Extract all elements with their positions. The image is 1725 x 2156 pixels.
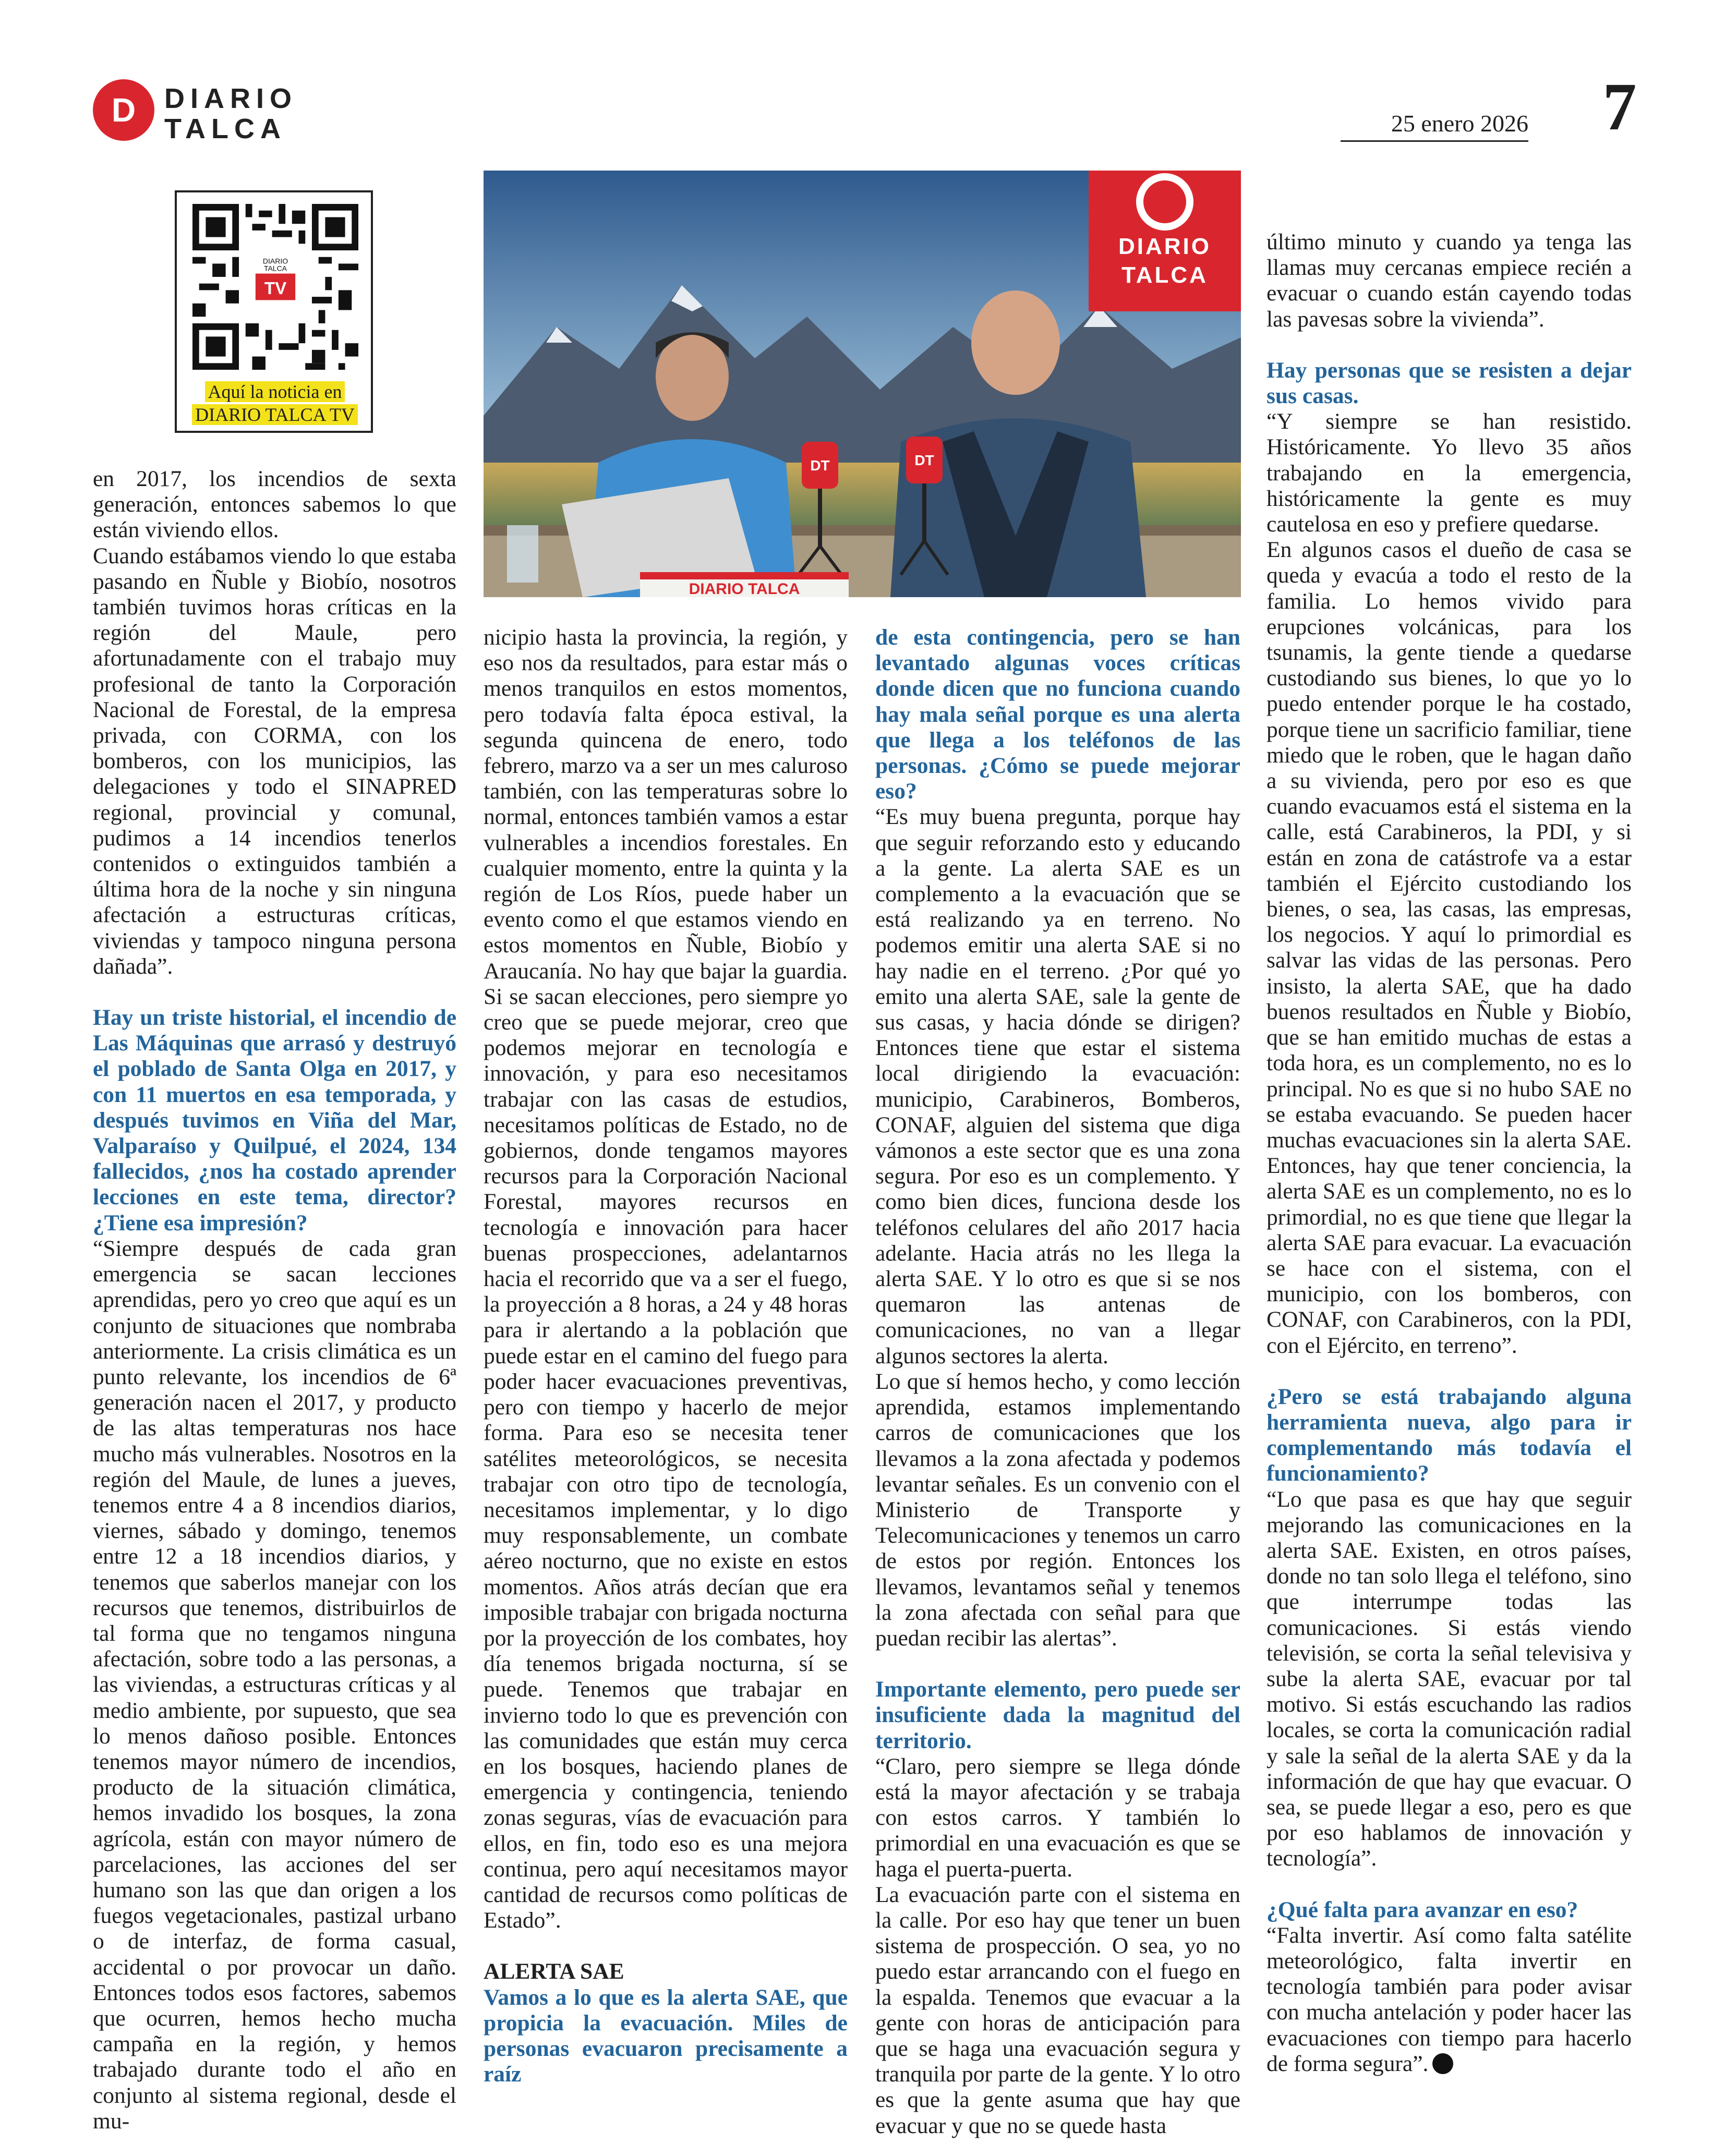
svg-text:DT: DT — [914, 452, 934, 468]
paragraph: “Y siempre se han resistido. Históricamente. Yo llevo 35 años trabajando en la emergencia, históricamente la gente es muy cautelosa en eso y prefiere quedarse. — [1266, 409, 1632, 537]
brand-line2: TALCA — [164, 113, 286, 144]
paragraph: Lo que sí hemos hecho, y como lección aprendida, estamos implementando carros de comunicaciones que los llevamos a la zona afectada y podemos levantar señales. Es un convenio con el Ministerio de Transporte y Telecomunicaciones y tenemos un carro de estos por región. Entonces los llevamos, levantamos señal y tenemos la zona afectada con señal para que puedan recibir las alertas”. — [875, 1368, 1240, 1651]
sign-line1: DIARIO — [1118, 234, 1211, 259]
interview-question: Importante elemento, pero puede ser insuficiente dada la magnitud del territorio. — [875, 1677, 1240, 1753]
qr-caption — [186, 380, 364, 426]
article-column-3 — [875, 625, 1240, 2139]
issue-date: 25 enero 2026 — [1341, 110, 1528, 142]
brand-logo — [164, 83, 310, 144]
paragraph: “Lo que pasa es que hay que seguir mejorando las comunicaciones en la alerta SAE. Existen, en otros países, donde no tan solo llega el teléfono, sino que interrumpe todas las comunicaciones. Si estás viendo televisión, se corta la señal televisiva y sube la alerta SAE, evacuar por tal motivo. Si estás escuchando las radios locales, se corta la comunicación radial y sale la señal de la alerta SAE y da la información de que hay que evacuar. O sea, se puede llegar a eso, pero es que por eso hablamos de innovación y tecnología”. — [1266, 1486, 1632, 1871]
paragraph — [1266, 1923, 1632, 2077]
interview-question: Hay personas que se resisten a dejar sus casas. — [1266, 357, 1632, 409]
svg-text:DIARIO: DIARIO — [262, 257, 288, 265]
qr-caption-line2: DIARIO TALCA TV — [192, 404, 358, 425]
paragraph: en 2017, los incendios de sexta generación, entonces sabemos lo que están viviendo ellos. — [93, 466, 456, 543]
sign-line2: TALCA — [1121, 262, 1208, 288]
interview-question: ¿Pero se está trabajando alguna herramienta nueva, algo para ir complementando más todavía el funcionamiento? — [1266, 1384, 1632, 1486]
paragraph: “Claro, pero siempre se llega dónde está la mayor afectación y se trabaja con estos carros. Y también lo primordial en una evacuación es que se haga el puerta-puerta. — [875, 1753, 1240, 1882]
closing-paragraph-text: “Falta invertir. Así como falta satélite meteorológico, falta invertir en tecnología también para poder avisar con mucha antelación y poder hacer las evacuaciones con tiempo para hacerlo de forma segura”. — [1266, 1922, 1632, 2076]
logo-mark: D — [93, 79, 154, 141]
qr-code-icon — [192, 204, 358, 370]
paragraph: En algunos casos el dueño de casa se queda y evacúa a todo el resto de la familia. Lo hemos vivido para erupciones volcánicas, para los tsunamis, la gente tiende a quedarse custodiando sus bienes, lo que yo lo puedo entender porque le ha costado, porque tiene un sacrificio familiar, tiene miedo que le roben, que le hagan daño a su vivienda, pero por eso es que cuando evacuamos está el sistema en la calle, está Carabineros, la PDI, y si están en zona de catástrofe va a estar también el Ejército custodiando los bienes, o sea, las casas, las empresas, los negocios. Y aquí lo primordial es salvar las vidas de las personas. Pero insisto, la alerta SAE, que ha dado buenos resultados en Ñuble y Biobío, que se han emitido muchas de estas a toda hora, es un complemento, no es lo principal. No es que si no hubo SAE no se estaba evacuando. Se pueden hacer muchas evacuaciones sin la alerta SAE. Entonces, hay que tener conciencia, la alerta SAE es un complemento, no es lo primordial, no es que tiene que llegar la alerta SAE para evacuar. La evacuación se hace con el sistema, con el municipio, con los bomberos, con CONAF, con Carabineros, con la PDI, con el Ejército, en terreno”. — [1266, 537, 1632, 1358]
section-heading: ALERTA SAE — [484, 1959, 624, 1984]
paragraph: Cuando estábamos viendo lo que estaba pasando en Ñuble y Biobío, nosotros también tuvimos horas críticas en la región del Maule, pero afortunadamente con el trabajo muy profesional de tanto la Corporación Nacional de Forestal, de la empresa privada, con CORMA, con los bomberos, con los municipios, las delegaciones y todo el SINAPRED regional, provincial y comunal, pudimos a 14 incendios tenerlos contenidos o extinguidos también a última hora de la noche y sin ninguna afectación a estructuras críticas, viviendas y tampoco ninguna persona dañada”. — [93, 543, 456, 979]
svg-text:TV: TV — [264, 278, 287, 298]
article-column-2 — [484, 625, 848, 2087]
interview-question: ¿Qué falta para avanzar en eso? — [1266, 1897, 1578, 1922]
end-of-article-icon — [1432, 2053, 1453, 2074]
paragraph: “Es muy buena pregunta, porque hay que seguir reforzando esto y educando a la gente. La alerta SAE es un complemento a la evacuación que se está realizando ya en terreno. No podemos emitir una alerta SAE si no hay nadie en el terreno. ¿Por qué yo emito una alerta SAE, sale la gente de sus casas, y hacia dónde se dirigen? Entonces tiene que estar el sistema local dirigiendo la evacuación: municipio, Carabineros, Bomberos, CONAF, alguien del sistema que diga vámonos a este sector que es una zona segura. Por eso es un complemento. Y como bien dices, funciona desde los teléfonos celulares del año 2017 hacia adelante. Hacia atrás no les llega la alerta SAE. Y lo otro es que si se nos quemaron las antenas de comunicaciones, no van a llegar algunos sectores la alerta. — [875, 804, 1240, 1368]
page-number: 7 — [1602, 69, 1637, 144]
qr-caption-line1: Aquí la noticia en — [205, 381, 345, 402]
article-column-4 — [1266, 229, 1632, 2077]
interview-question: Vamos a lo que es la alerta SAE, que propicia la evacuación. Miles de personas evacuaron precisamente a raíz — [484, 1984, 848, 2087]
interview-question: de esta contingencia, pero se han levantado algunas voces críticas donde dicen que no funciona cuando hay mala señal porque es una alerta que llega a los teléfonos de las personas. ¿Cómo se puede mejorar eso? — [875, 625, 1240, 804]
interview-photo — [484, 171, 1241, 597]
interview-question: Hay un triste historial, el incendio de Las Máquinas que arrasó y destruyó el poblado de Santa Olga en 2017, y con 11 muertos en esa temporada, y después tuvimos en Viña del Mar, Valparaíso y Quilpué, el 2024, 134 fallecidos, ¿nos ha costado aprender lecciones en este tema, director? ¿Tiene esa impresión? — [93, 1005, 456, 1236]
qr-code-box[interactable] — [175, 190, 373, 433]
paragraph: La evacuación parte con el sistema en la calle. Por eso hay que tener un buen sistema de prospección. O sea, yo no puedo estar arrancando con el fuego en la espalda. Tenemos que evacuar a la gente con horas de anticipación para que se haga una evacuación segura y tranquila por parte de la gente. Y lo otro es que la gente asuma que hay que evacuar y que no se quede hasta — [875, 1882, 1240, 2138]
photo-illustration — [484, 171, 1241, 597]
brand-line1: DIARIO — [164, 83, 297, 114]
paragraph: nicipio hasta la provincia, la región, y eso nos da resultados, para estar más o menos tranquilos en estos momentos, pero todavía falta época estival, la segunda quincena de enero, todo febrero, marzo va a ser un mes caluroso también, con las temperaturas sobre lo normal, entonces también vamos a estar vulnerables a incendios forestales. En cualquier momento, entre la quinta y la región de Los Ríos, puede haber un evento como el que estamos viendo en estos momentos en Ñuble, Biobío y Araucanía. No hay que bajar la guardia. Si se sacan elecciones, pero siempre yo creo que se puede mejorar, creo que podemos mejorar en tecnología e innovación, y para eso necesitamos trabajar con las casas de estudios, necesitamos políticas de Estado, no de gobiernos, donde tengamos mayores recursos para la Corporación Nacional Forestal, mayores recursos en tecnología e innovación para hacer buenas prospecciones, adelantarnos hacia el recorrido que va a ser el fuego, la proyección a 8 horas, a 24 y 48 horas para ir alertando a la población que puede estar en el camino del fuego para poder hacer evacuaciones preventivas, pero con tiempo y hacerlo de mejor forma. Para eso se necesita tener satélites meteorológicos, se necesita trabajar con otro tipo de tecnología, necesitamos implementar, y lo digo muy responsablemente, un combate aéreo nocturno, que no existe en estos momentos. Años atrás decían que era imposible trabajar con brigada nocturna por la proyección de los combates, hoy día tenemos brigada nocturna, sí se puede. Tenemos que trabajar en invierno todo lo que es prevención con las comunidades que están muy cerca en los bosques, haciendo planes de emergencia y contingencia, teniendo zonas seguras, vías de evacuación para ellos, en fin, todo eso es una mejora continua, pero aquí necesitamos mayor cantidad de recursos como políticas de Estado”. — [484, 625, 848, 1933]
paragraph: “Siempre después de cada gran emergencia se sacan lecciones aprendidas, pero yo creo que aquí es un conjunto de situaciones que nombraba anteriormente. La crisis climática es un punto relevante, los incendios de 6ª generación nacen el 2017, y producto de las altas temperaturas nos hace mucho más vulnerables. Nosotros en la región del Maule, de lunes a jueves, tenemos entre 4 a 8 incendios diarios, viernes, sábado y domingo, tenemos entre 12 a 18 incendios diarios, y tenemos que saberlos manejar con los recursos que tenemos, distribuirlos de tal forma que no tengamos ninguna afectación, sobre todo a las personas, a las viviendas, a estructuras críticas y al medio ambiente, por supuesto, que sea lo menos dañoso posible. Entonces tenemos mayor número de incendios, producto de la situación climática, hemos invadido los bosques, la zona agrícola, están con mayor número de parcelaciones, las acciones del ser humano son las que dan origen a los fuegos vegetacionales, pastizal urbano o de interfaz, de forma casual, accidental o por provocar un daño. Entonces todos esos factores, sabemos que ocurren, hemos hecho mucha campaña en la región, y hemos trabajado durante todo el año en conjunto al sistema regional, desde el mu- — [93, 1236, 456, 2134]
paragraph: último minuto y cuando ya tenga las llamas muy cercanas empiece recién a evacuar o cuando están cayendo todas las pavesas sobre la vivienda”. — [1266, 229, 1632, 332]
photo-newspaper-banner: DIARIO TALCA — [689, 580, 800, 597]
article-column-1 — [93, 466, 456, 2134]
svg-text:TALCA: TALCA — [263, 264, 287, 273]
svg-text:DT: DT — [810, 457, 830, 474]
